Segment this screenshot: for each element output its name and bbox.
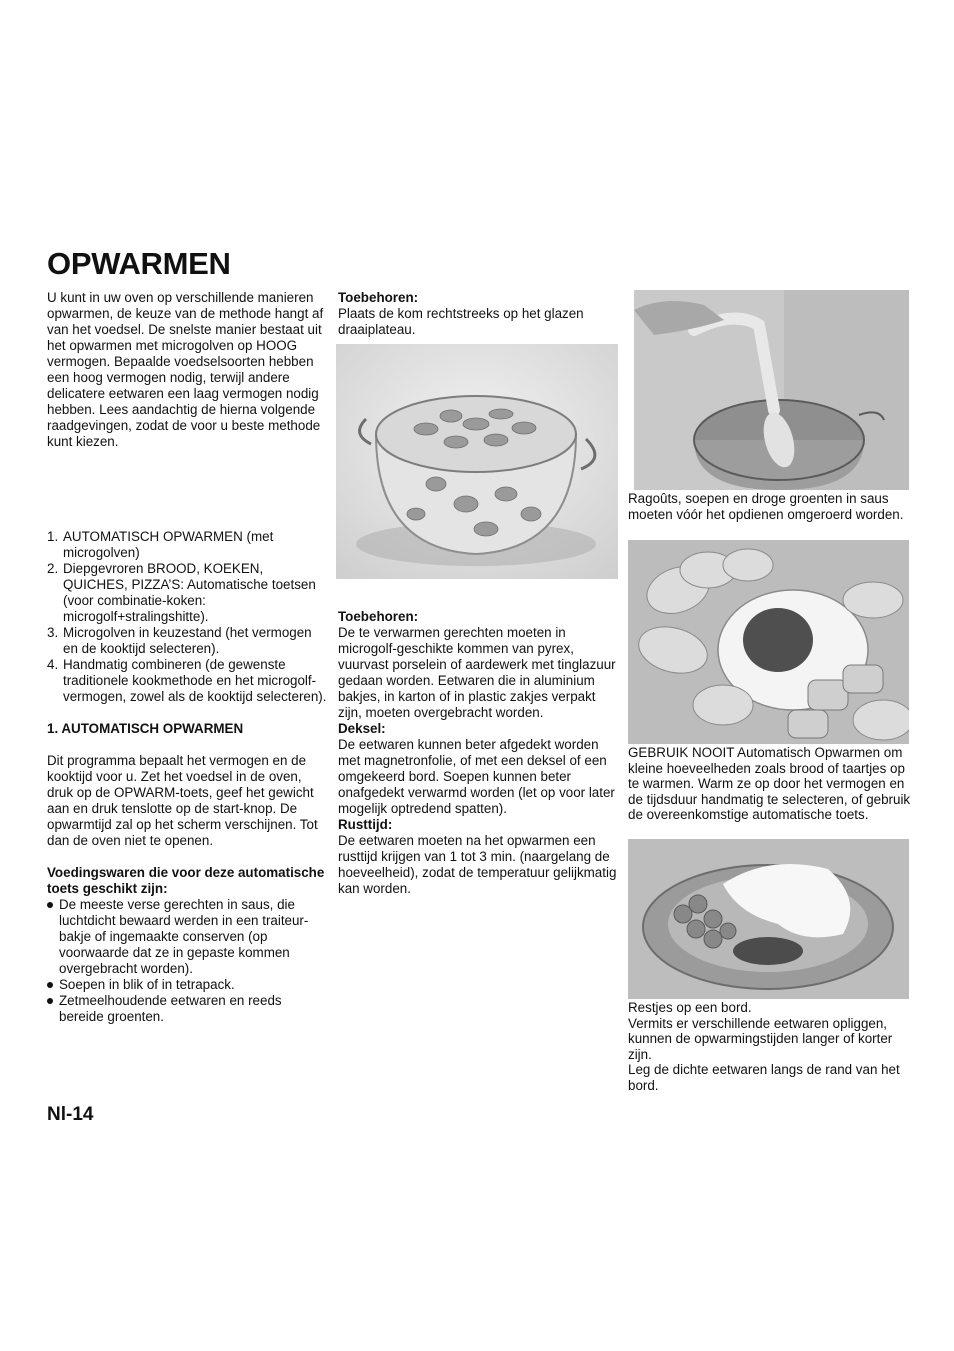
accessories-paragraph: Plaats de kom rechtstreeks op het glazen draaiplateau. bbox=[338, 306, 584, 337]
list-item-text: Diepgevroren BROOD, KOEKEN, QUICHES, PIZZA’S: Automatische toetsen (voor combinatie-koken: microgolf+stralingshitte). bbox=[63, 561, 316, 624]
photo-stirring-soup bbox=[634, 290, 909, 490]
list-item: Zetmeelhoudende eetwaren en reeds bereide groenten. bbox=[47, 993, 327, 1025]
left-column bbox=[47, 290, 327, 1025]
section-heading: 1. AUTOMATISCH OPWARMEN bbox=[47, 721, 244, 736]
caption-bread-warning bbox=[628, 745, 913, 823]
page-number: Nl-14 bbox=[47, 1104, 94, 1125]
rest-time-heading: Rusttijd: bbox=[338, 817, 393, 832]
list-item bbox=[47, 561, 327, 625]
caption-text: Restjes op een bord. bbox=[628, 1000, 752, 1015]
photo-leftovers-plate bbox=[628, 839, 909, 999]
caption-text: GEBRUIK NOOIT Automatisch Opwarmen om kleine hoeveelheden zoals brood of taartjes op te warmen. Warm ze op door het vermogen en de tijdsduur handmatig te selecteren, of gebruik de overeenkomstige automatische toets. bbox=[628, 745, 911, 823]
accessories-paragraph: De te verwarmen gerechten moeten in microgolf-geschikte kommen van pyrex, vuurvast porselein of aardewerk met tinglazuur gedaan worden. Eetwaren die in aluminium bakjes, in karton of in plastic zakjes verpakt zijn, moeten overgebracht worden. bbox=[338, 625, 616, 720]
list-item bbox=[47, 625, 327, 657]
list-item bbox=[47, 657, 327, 705]
photo-glass-bowl bbox=[336, 344, 618, 579]
list-item: Soepen in blik of in tetrapack. bbox=[47, 977, 327, 993]
lid-heading: Deksel: bbox=[338, 721, 386, 736]
caption-text: Leg de dichte eetwaren langs de rand van het bord. bbox=[628, 1062, 900, 1093]
list-number: 4. bbox=[47, 657, 59, 672]
list-item: De meeste verse gerechten in saus, die luchtdicht bewaard werden in een traiteur-bakje of ingemaakte conserven (op voorwaarde dat ze in gepaste kommen overgebracht worden). bbox=[47, 897, 327, 977]
foods-list bbox=[47, 897, 327, 1025]
caption-text: Ragoûts, soepen en droge groenten in saus moeten vóór het opdienen omgeroerd worden. bbox=[628, 491, 904, 522]
lid-paragraph: De eetwaren kunnen beter afgedekt worden met magnetronfolie, of met een deksel of een omgekeerd bord. Soepen kunnen beter onafgedekt verwarmd worden (let op voor later mogelijk optredend spatten). bbox=[338, 737, 615, 816]
list-item-text: AUTOMATISCH OPWARMEN (met microgolven) bbox=[63, 529, 274, 560]
list-number: 1. bbox=[47, 529, 59, 544]
list-number: 3. bbox=[47, 625, 59, 640]
list-item-text: Handmatig combineren (de gewenste traditionele kookmethode en het microgolf-vermogen, zowel als de kooktijd selecteren). bbox=[63, 657, 327, 704]
list-item-text: Microgolven in keuzestand (het vermogen en de kooktijd selecteren). bbox=[63, 625, 312, 656]
reheat-modes-list bbox=[47, 529, 327, 705]
rest-time-paragraph: De eetwaren moeten na het opwarmen een rusttijd krijgen van 1 tot 3 min. (naargelang de hoeveelheid), zodat de temperatuur gelijkmatig kan worden. bbox=[338, 833, 617, 896]
list-number: 2. bbox=[47, 561, 59, 576]
page-title: OPWARMEN bbox=[47, 246, 231, 281]
caption-stirring bbox=[628, 491, 913, 522]
intro-paragraph: U kunt in uw oven op verschillende manieren opwarmen, de keuze van de methode hangt af van het voedsel. De snelste manier bestaat uit het opwarmen met microgolven op HOOG vermogen. Bepaalde voedselsoorten hebben een hoog vermogen nodig, terwijl andere delicatere eetwaren een laag vermogen nodig hebben. Lees aandachtig de hierna volgende raadgevingen, zodat de voor u beste methode kunt kiezen. bbox=[47, 290, 324, 449]
section-paragraph: Dit programma bepaalt het vermogen en de kooktijd voor u. Zet het voedsel in de oven, druk op de OPWARM-toets, geef het gewicht aan en druk tenslotte op de start-knop. De opwarmtijd zal op het scherm verschijnen. Tot dan de oven niet te openen. bbox=[47, 753, 318, 848]
caption-text: Vermits er verschillende eetwaren opliggen, kunnen de opwarmingstijden langer of korter zijn. bbox=[628, 1015, 893, 1062]
accessories-heading: Toebehoren: bbox=[338, 290, 419, 305]
foods-heading: Voedingswaren die voor deze automatische toets geschikt zijn: bbox=[47, 865, 325, 896]
caption-leftovers bbox=[628, 1000, 913, 1094]
photo-bread-pastries bbox=[628, 540, 909, 744]
list-item bbox=[47, 529, 327, 561]
accessories-heading: Toebehoren: bbox=[338, 609, 419, 624]
